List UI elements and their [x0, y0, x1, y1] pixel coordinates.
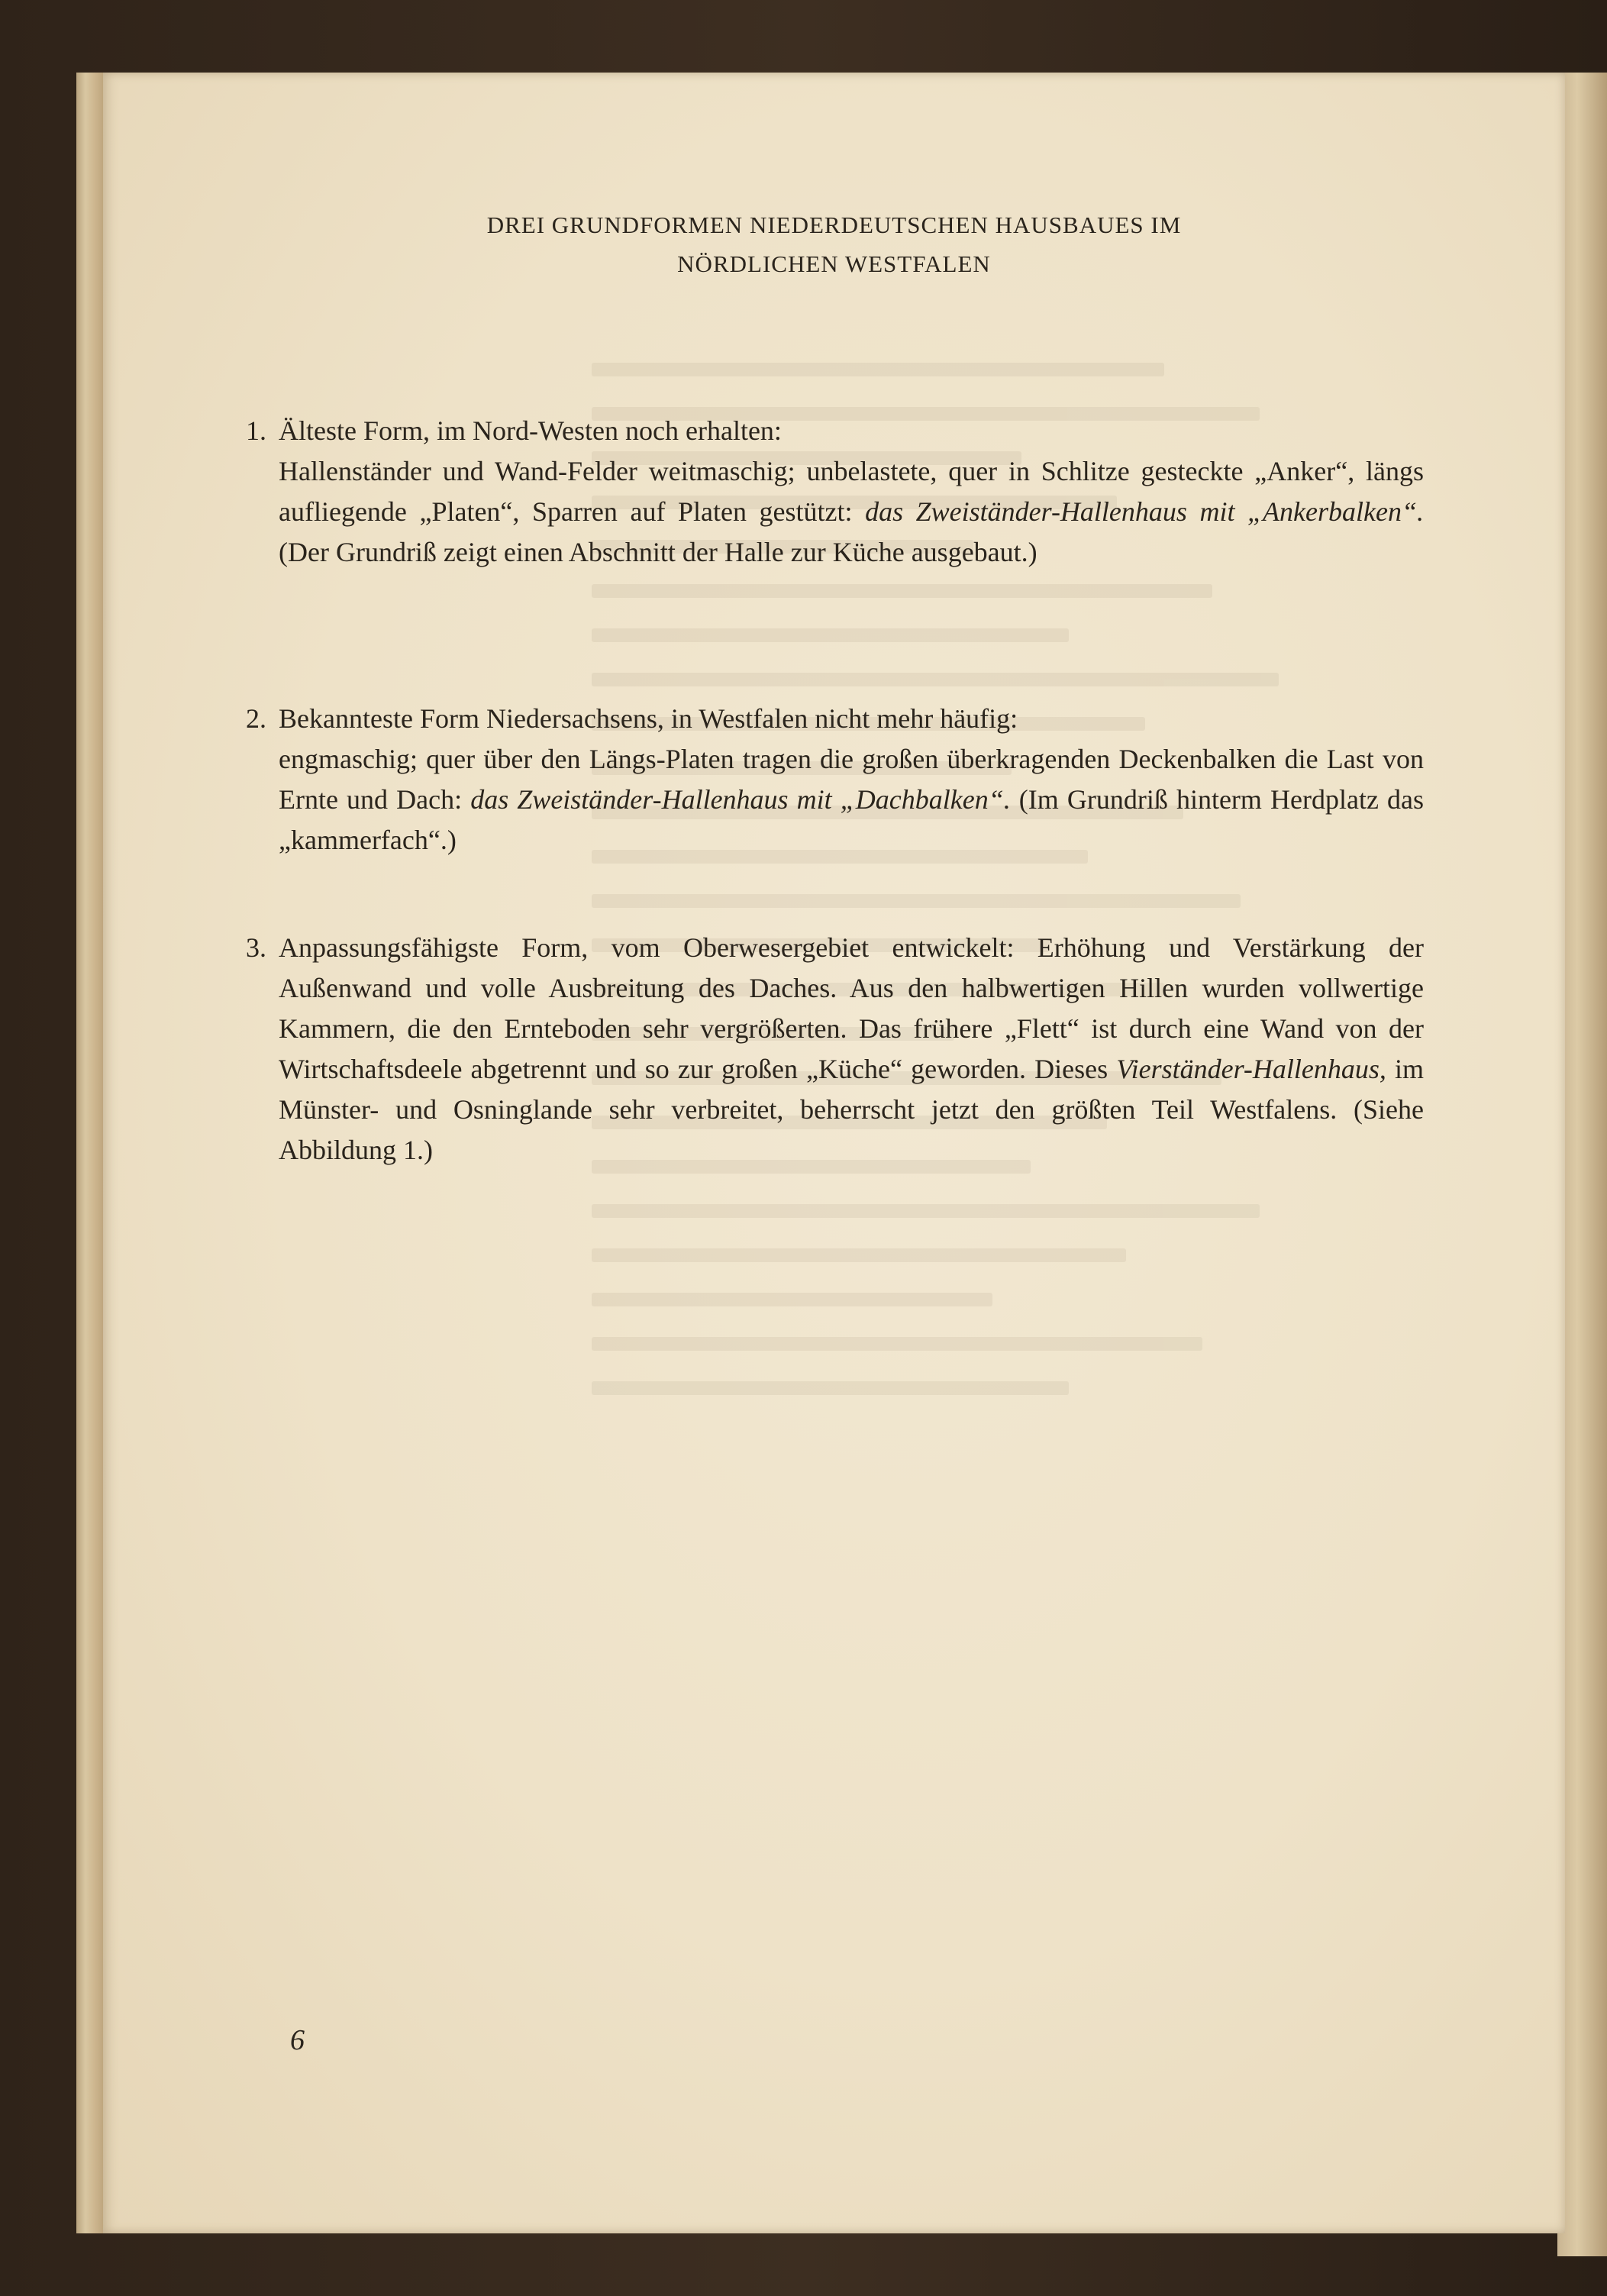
- item-number: 2.: [246, 703, 266, 734]
- item-italic-term: das Zweiständer-Hallenhaus mit „Ankerbalken“.: [865, 496, 1424, 527]
- item-text: Anpassungsfähigste Form, vom Oberwesergebiet entwickelt: Erhöhung und Verstärkung der Außenwand und volle Ausbreitung des Daches. Aus den halbwertigen Hillen wurden vollwertige Kammern, die den Ernteboden sehr vergrößerten. Das frühere „Flett“ ist durch eine Wand von der Wirtschaftsdeele abgetrennt und so zur großen „Küche“ geworden. Dieses: [279, 932, 1424, 1084]
- item-number: 3.: [246, 932, 266, 963]
- item-number: 1.: [246, 415, 266, 446]
- item-body: [279, 739, 1424, 861]
- item-text-after: (Der Grundriß zeigt einen Abschnitt der Halle zur Küche ausgebaut.): [279, 537, 1037, 567]
- heading-line-2: NÖRDLICHEN WESTFALEN: [677, 250, 991, 277]
- item-body: [279, 451, 1424, 573]
- list-item-1: [246, 411, 1424, 573]
- item-text-after: im Münster- und Osninglande sehr verbreitet, beherrscht jetzt den größten Teil Westfalens. (Siehe Abbildung 1.): [279, 1054, 1424, 1165]
- item-lead: Bekannteste Form Niedersachsens, in Westfalen nicht mehr häufig:: [279, 703, 1018, 734]
- page: [103, 73, 1565, 2233]
- item-lead: Älteste Form, im Nord-Westen noch erhalten:: [279, 415, 782, 446]
- item-italic-term: das Zweiständer-Hallenhaus mit „Dachbalken“.: [470, 784, 1011, 815]
- show-through-text: [592, 363, 1546, 2119]
- page-number: 6: [290, 2024, 305, 2056]
- heading-line-1: DREI GRUNDFORMEN NIEDERDEUTSCHEN HAUSBAUES IM: [486, 212, 1182, 238]
- item-text: Hallenständer und Wand-Felder weitmaschig; unbelastete, quer in Schlitze gesteckte „Anker“, längs aufliegende „Platen“, Sparren auf Platen gestützt:: [279, 456, 1424, 527]
- item-italic-term: Vierständer-Hallenhaus,: [1116, 1054, 1386, 1084]
- item-text: engmaschig; quer über den Längs-Platen tragen die großen überkragenden Deckenbalken die Last von Ernte und Dach:: [279, 744, 1424, 815]
- list-item-2: [246, 699, 1425, 861]
- list-item-3: [246, 928, 1424, 1171]
- item-body: [279, 928, 1424, 1171]
- item-text-after: (Im Grundriß hinterm Herdplatz das „kammerfach“.): [279, 784, 1425, 855]
